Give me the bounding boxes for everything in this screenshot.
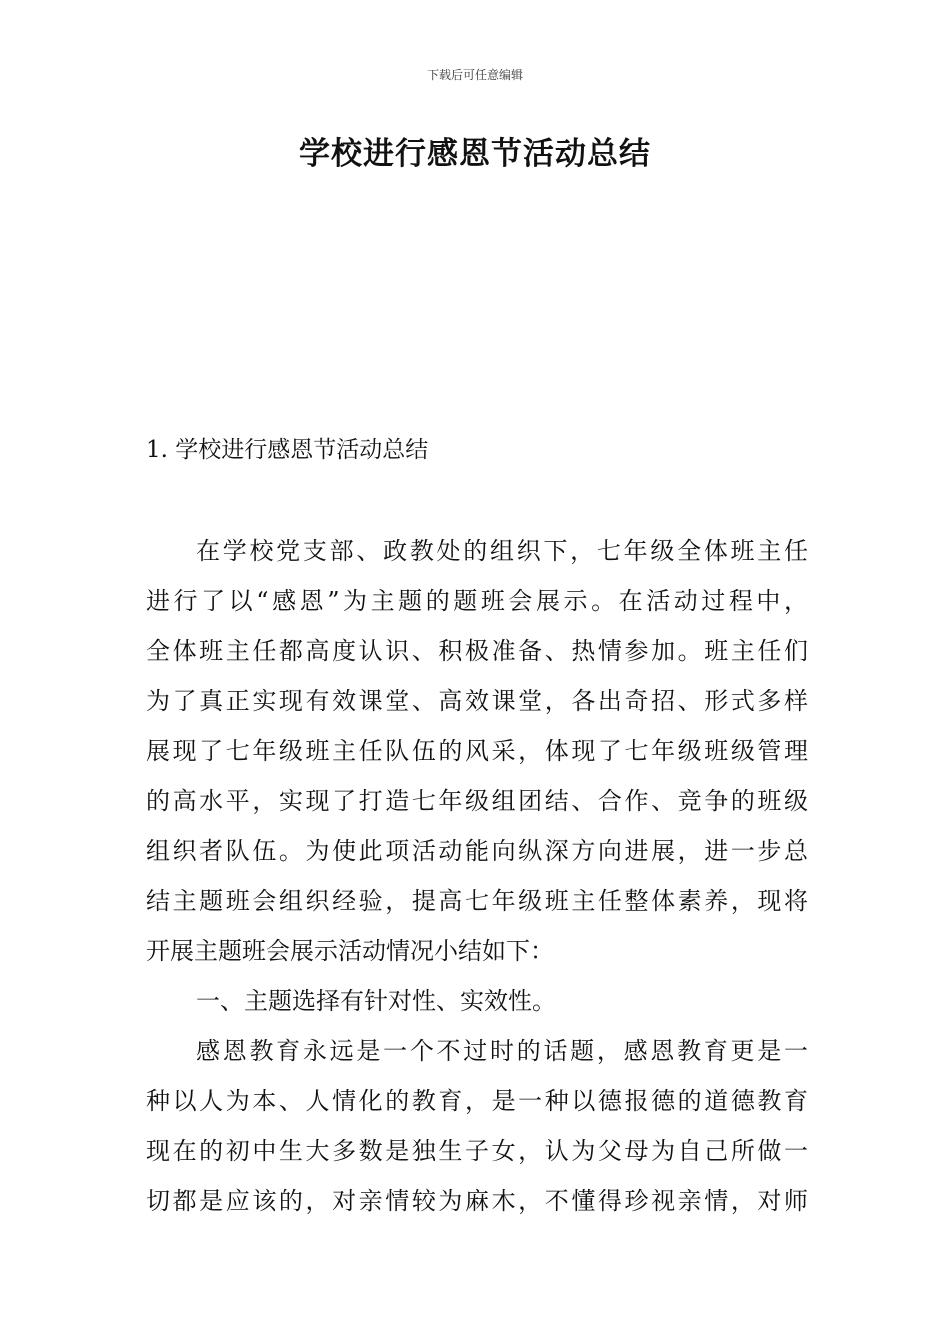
paragraph-gratitude-education [146, 1026, 808, 1226]
text-line: 切都是应该的，对亲情较为麻木，不懂得珍视亲情，对师 [146, 1187, 808, 1215]
text-line: 全体班主任都高度认识、积极准备、热情参加。班主任们 [146, 637, 808, 665]
text-line: 感恩教育永远是一个不过时的话题，感恩教育更是一 [196, 1037, 808, 1065]
text-line: 展现了七年级班主任队伍的风采，体现了七年级班级管理 [146, 737, 808, 765]
text-line: 一、主题选择有针对性、实效性。 [196, 987, 556, 1015]
text-line: 在学校党支部、政教处的组织下，七年级全体班主任 [196, 537, 808, 565]
text-line: 进行了以“感恩”为主题的题班会展示。在活动过程中， [146, 587, 808, 615]
text-line: 现在的初中生大多数是独生子女，认为父母为自己所做一 [146, 1137, 808, 1165]
text-line: 为了真正实现有效课堂、高效课堂，各出奇招、形式多样 [146, 687, 808, 715]
text-line: 开展主题班会展示活动情况小结如下： [146, 937, 554, 965]
document-title: 学校进行感恩节活动总结 [299, 136, 651, 172]
text-line: 组织者队伍。为使此项活动能向纵深方向进展，进一步总 [146, 837, 808, 865]
paragraph-point-one [146, 976, 808, 1026]
paragraph-intro [146, 526, 808, 976]
document-body [146, 526, 808, 1226]
text-line: 结主题班会组织经验，提高七年级班主任整体素养，现将 [146, 887, 808, 915]
header-note: 下载后可任意编辑 [426, 68, 523, 82]
text-line: 的高水平，实现了打造七年级组团结、合作、竞争的班级 [146, 787, 808, 815]
text-line: 种以人为本、人情化的教育，是一种以德报德的道德教育 [146, 1087, 808, 1115]
section-heading: 1. 学校进行感恩节活动总结 [146, 437, 429, 463]
